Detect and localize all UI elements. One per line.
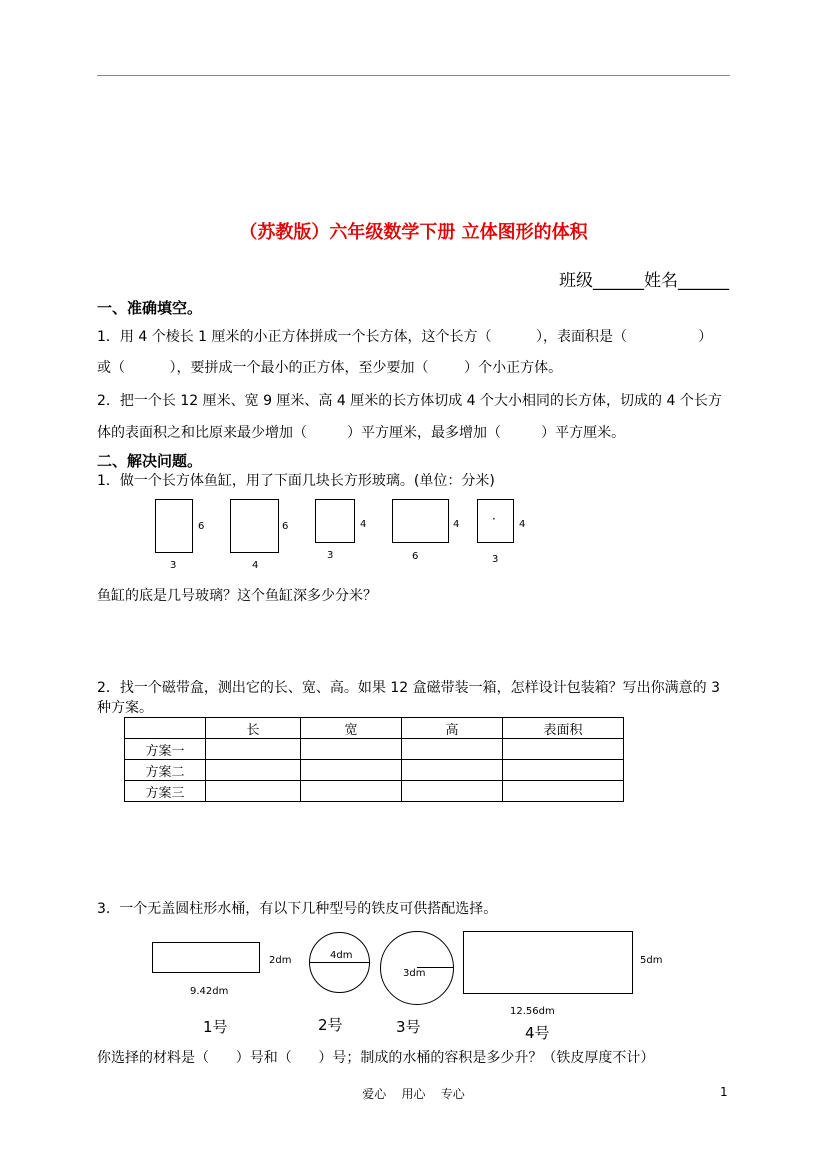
- table-row: [125, 739, 624, 760]
- glass-5-width: 3: [492, 554, 499, 565]
- page-number: 1: [720, 1085, 728, 1099]
- row-label: 方案二: [125, 760, 206, 781]
- glass-panel-2: [230, 499, 279, 553]
- sheet-2-label: 2号: [318, 1016, 343, 1034]
- sheet-4-width: 12.56dm: [510, 1006, 555, 1017]
- glass-1-height: 6: [198, 521, 205, 532]
- table-header-row: [125, 718, 624, 739]
- glass-panel-4: [392, 499, 449, 543]
- row-label: 方案三: [125, 781, 206, 802]
- table-header-cell: 长: [206, 718, 301, 739]
- sheet-2-diameter: [309, 962, 370, 963]
- p2-line2: 种方案。: [97, 700, 153, 716]
- table-header-cell: 表面积: [503, 718, 624, 739]
- p3-question: 你选择的材料是（ ）号和（ ）号；制成的水桶的容积是多少升？（铁皮厚度不计）: [97, 1050, 655, 1066]
- q2-line2: 体的表面积之和比原来最少增加（ ）平方厘米，最多增加（ ）平方厘米。: [97, 425, 626, 441]
- glass-4-width: 6: [412, 551, 419, 562]
- sheet-4-rectangle: [463, 931, 633, 994]
- p1-question: 鱼缸的底是几号玻璃？这个鱼缸深多少分米？: [97, 588, 377, 604]
- glass-2-height: 6: [282, 521, 289, 532]
- q1-line2: 或（ ），要拼成一个最小的正方体，至少要加（ ）个小正方体。: [97, 360, 563, 376]
- page-title: （苏教版）六年级数学下册 立体图形的体积: [239, 222, 588, 243]
- sheet-2-diameter-label: 4dm: [330, 950, 353, 961]
- q2-line1: 2．把一个长 12 厘米、宽 9 厘米、高 4 厘米的长方体切成 4 个大小相同的长方体，切成的 4 个长方: [97, 393, 722, 409]
- sheet-3-radius-label: 3dm: [403, 968, 426, 979]
- glass-3-width: 3: [327, 550, 334, 561]
- header-rule: [97, 75, 730, 76]
- sheet-1-height: 2dm: [269, 955, 292, 966]
- plan-table: [124, 717, 624, 802]
- sheet-4-label: 4号: [525, 1024, 550, 1042]
- table-header-cell: [125, 718, 206, 739]
- section1-heading: 一、准确填空。: [97, 299, 203, 317]
- glass-5-height: 4: [519, 519, 526, 530]
- sheet-4-height: 5dm: [640, 955, 663, 966]
- glass-5-mark: ·: [492, 512, 496, 526]
- glass-2-width: 4: [252, 560, 259, 571]
- p2-line1: 2．找一个磁带盒，测出它的长、宽、高。如果 12 盒磁带装一箱，怎样设计包装箱？写出你满意的 3: [97, 680, 720, 696]
- table-row: [125, 760, 624, 781]
- q1-line1: 1．用 4 个棱长 1 厘米的小正方体拼成一个长方体，这个长方（ ），表面积是（ ）: [97, 329, 713, 345]
- glass-3-height: 4: [360, 519, 367, 530]
- section2-heading: 二、解决问题。: [97, 452, 203, 470]
- sheet-1-width: 9.42dm: [190, 986, 229, 997]
- table-header-cell: 宽: [301, 718, 402, 739]
- row-label: 方案一: [125, 739, 206, 760]
- glass-panel-3: [315, 499, 355, 543]
- class-name-field: 班级______姓名______: [559, 271, 729, 291]
- p1-text: 1．做一个长方体鱼缸，用了下面几块长方形玻璃。(单位：分米): [97, 473, 495, 489]
- sheet-1-label: 1号: [203, 1018, 228, 1036]
- sheet-3-label: 3号: [396, 1018, 421, 1036]
- glass-1-width: 3: [170, 560, 177, 571]
- table-header-cell: 高: [402, 718, 503, 739]
- table-row: [125, 781, 624, 802]
- p3-text: 3. 一个无盖圆柱形水桶，有以下几种型号的铁皮可供搭配选择。: [97, 901, 498, 917]
- glass-panel-1: [155, 499, 193, 553]
- glass-4-height: 4: [453, 519, 460, 530]
- page-footer: 爱心 用心 专心: [362, 1087, 465, 1101]
- sheet-1-rectangle: [152, 942, 260, 973]
